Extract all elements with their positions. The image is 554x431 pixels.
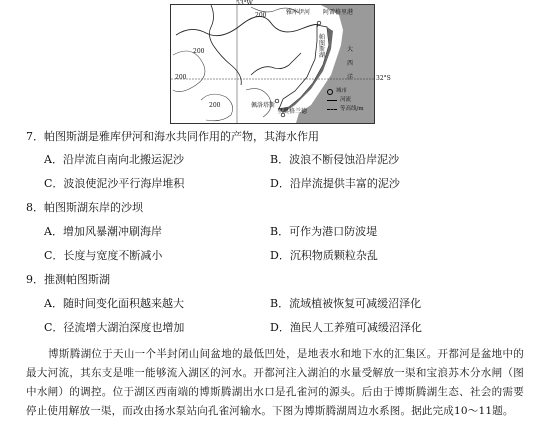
contour-icon — [327, 109, 337, 110]
contour-label: 200 — [193, 48, 205, 55]
contour-label: 200 — [209, 102, 221, 109]
map-legend — [327, 87, 364, 114]
contour-label: 200 — [255, 12, 267, 19]
city-label: 里奥格兰德 — [277, 108, 308, 115]
question-7-option-a: A．沿岸流自南向北搬运泥沙 — [44, 153, 184, 166]
question-7-option-d: D．沿岸流提供丰富的泥沙 — [270, 177, 400, 190]
city-label: 佩洛塔斯 — [251, 102, 276, 109]
ocean-label: 大西洋 — [347, 46, 354, 81]
question-8-option-a: A．增加风暴潮冲刷海岸 — [44, 225, 162, 238]
question-9-option-c: C．径流增大湖泊深度也增加 — [44, 321, 185, 334]
question-8-option-d: D．沉积物质颗粒杂乱 — [270, 249, 378, 262]
question-8-stem: 8．帕图斯湖东岸的沙坝 — [26, 201, 143, 214]
question-9-option-a: A．随时间变化面积越来越大 — [44, 297, 184, 310]
question-8-option-c: C．长度与宽度不断减小 — [44, 249, 163, 262]
lake-label: 帕图斯湖 — [319, 34, 326, 59]
question-7-option-c: C．波浪使泥沙平行海岸堆积 — [44, 177, 185, 190]
question-7-stem: 7．帕图斯湖是雅库伊河和海水共同作用的产物，其海水作用 — [26, 130, 319, 143]
question-8-option-b: B．可作为港口防波堤 — [270, 225, 378, 238]
contour-label: 200 — [175, 74, 187, 81]
question-9-option-b: B．流域植被恢复可减缓沼泽化 — [270, 297, 422, 310]
question-9-option-d: D．渔民人工养殖可减缓沼泽化 — [270, 321, 422, 334]
latitude-label: 32°S — [376, 75, 391, 82]
river-icon — [327, 100, 337, 101]
question-9-stem: 9．推测帕图斯湖 — [26, 273, 110, 286]
legend-contour: 等高线/m — [327, 105, 364, 114]
legend-city: 城市 — [327, 87, 364, 96]
legend-river: 河流 — [327, 96, 364, 105]
reading-passage: 博斯腾湖位于天山一个半封闭山间盆地的最低凹处，是地表水和地下水的汇集区。开都河是盆地中的最大河流，其东支是唯一能够流入湖区的河水。开都河注入湖泊的水量受解放一渠和宝浪苏木分水闸（图中水闸）的调控。位于湖区西南端的博斯腾湖出水口是孔雀河的源头。后由于博斯腾湖生态、社会的需要停止使用解放一渠，而改由扬水泵站向孔雀河输水。下图为博斯腾湖周边水系图。据此完成10～11题。 — [26, 348, 524, 417]
city-label: 阿雷格里港 — [323, 9, 354, 16]
river-label: 雅库伊河 — [286, 9, 311, 16]
question-7-option-b: B．波浪不断侵蚀沿岸泥沙 — [270, 153, 400, 166]
city-icon — [327, 89, 333, 95]
